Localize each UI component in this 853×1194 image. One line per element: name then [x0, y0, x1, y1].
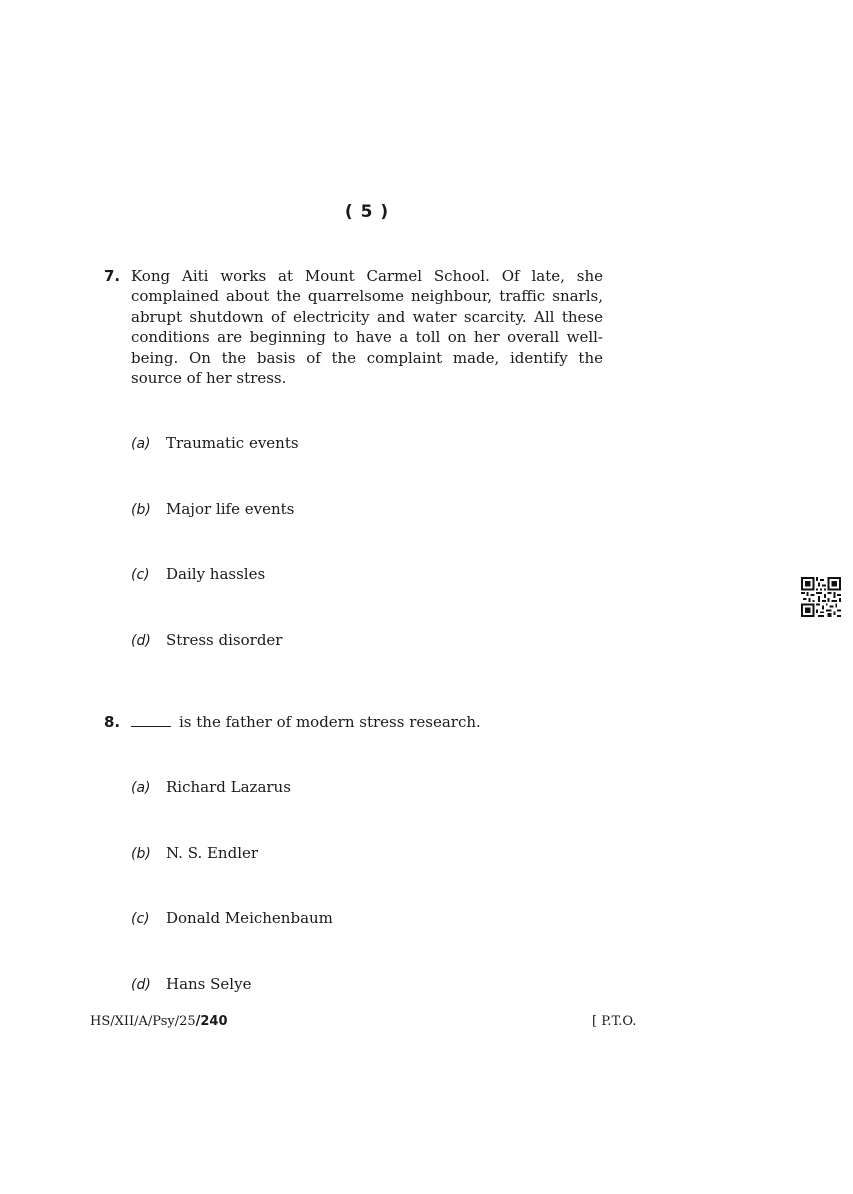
q8-option-c [131, 908, 333, 929]
answer-blank [131, 712, 171, 727]
page-number: ( 5 ) [344, 202, 390, 222]
qr-code-icon [801, 577, 841, 617]
option-letter: (c) [131, 911, 150, 927]
q7-option-b [131, 499, 294, 520]
option-letter: (a) [131, 780, 151, 796]
option-text: Daily hassles [166, 565, 266, 583]
q8-option-d [131, 974, 251, 995]
option-text: Richard Lazarus [166, 778, 291, 796]
option-letter: (d) [131, 977, 151, 993]
q8-option-a [131, 777, 291, 798]
option-letter: (b) [131, 846, 151, 862]
question-text: is the father of modern stress research. [179, 713, 481, 731]
option-letter: (b) [131, 502, 151, 518]
question-line [131, 712, 603, 732]
question-number: 8. [104, 713, 121, 731]
q7-option-a [131, 433, 299, 454]
option-text: Traumatic events [166, 434, 299, 452]
pto-label: [ P.T.O. [592, 1014, 637, 1029]
question-number: 7. [104, 267, 121, 285]
paper-code-suffix: /240 [195, 1014, 228, 1029]
q8-option-b [131, 843, 258, 864]
option-letter: (a) [131, 436, 151, 452]
option-text: Major life events [166, 500, 295, 518]
option-letter: (c) [131, 567, 150, 583]
option-text: N. S. Endler [166, 844, 259, 862]
option-text: Donald Meichenbaum [166, 909, 333, 927]
q7-option-d [131, 630, 282, 651]
paper-code-prefix: HS/XII/A/Psy/25 [90, 1014, 196, 1029]
paper-code [90, 1014, 228, 1029]
option-text: Stress disorder [166, 631, 283, 649]
question-text: Kong Aiti works at Mount Carmel School. Of late, she complained about the quarrelsome neighbour, traffic snarls, abrupt shutdown of electricity and water scarcity. All these conditions are beginning to have a toll on her overall well-being. On the basis of the complaint made, identify the source of her stress. [131, 267, 603, 388]
option-text: Hans Selye [166, 975, 252, 993]
option-letter: (d) [131, 633, 151, 649]
q7-option-c [131, 564, 265, 585]
